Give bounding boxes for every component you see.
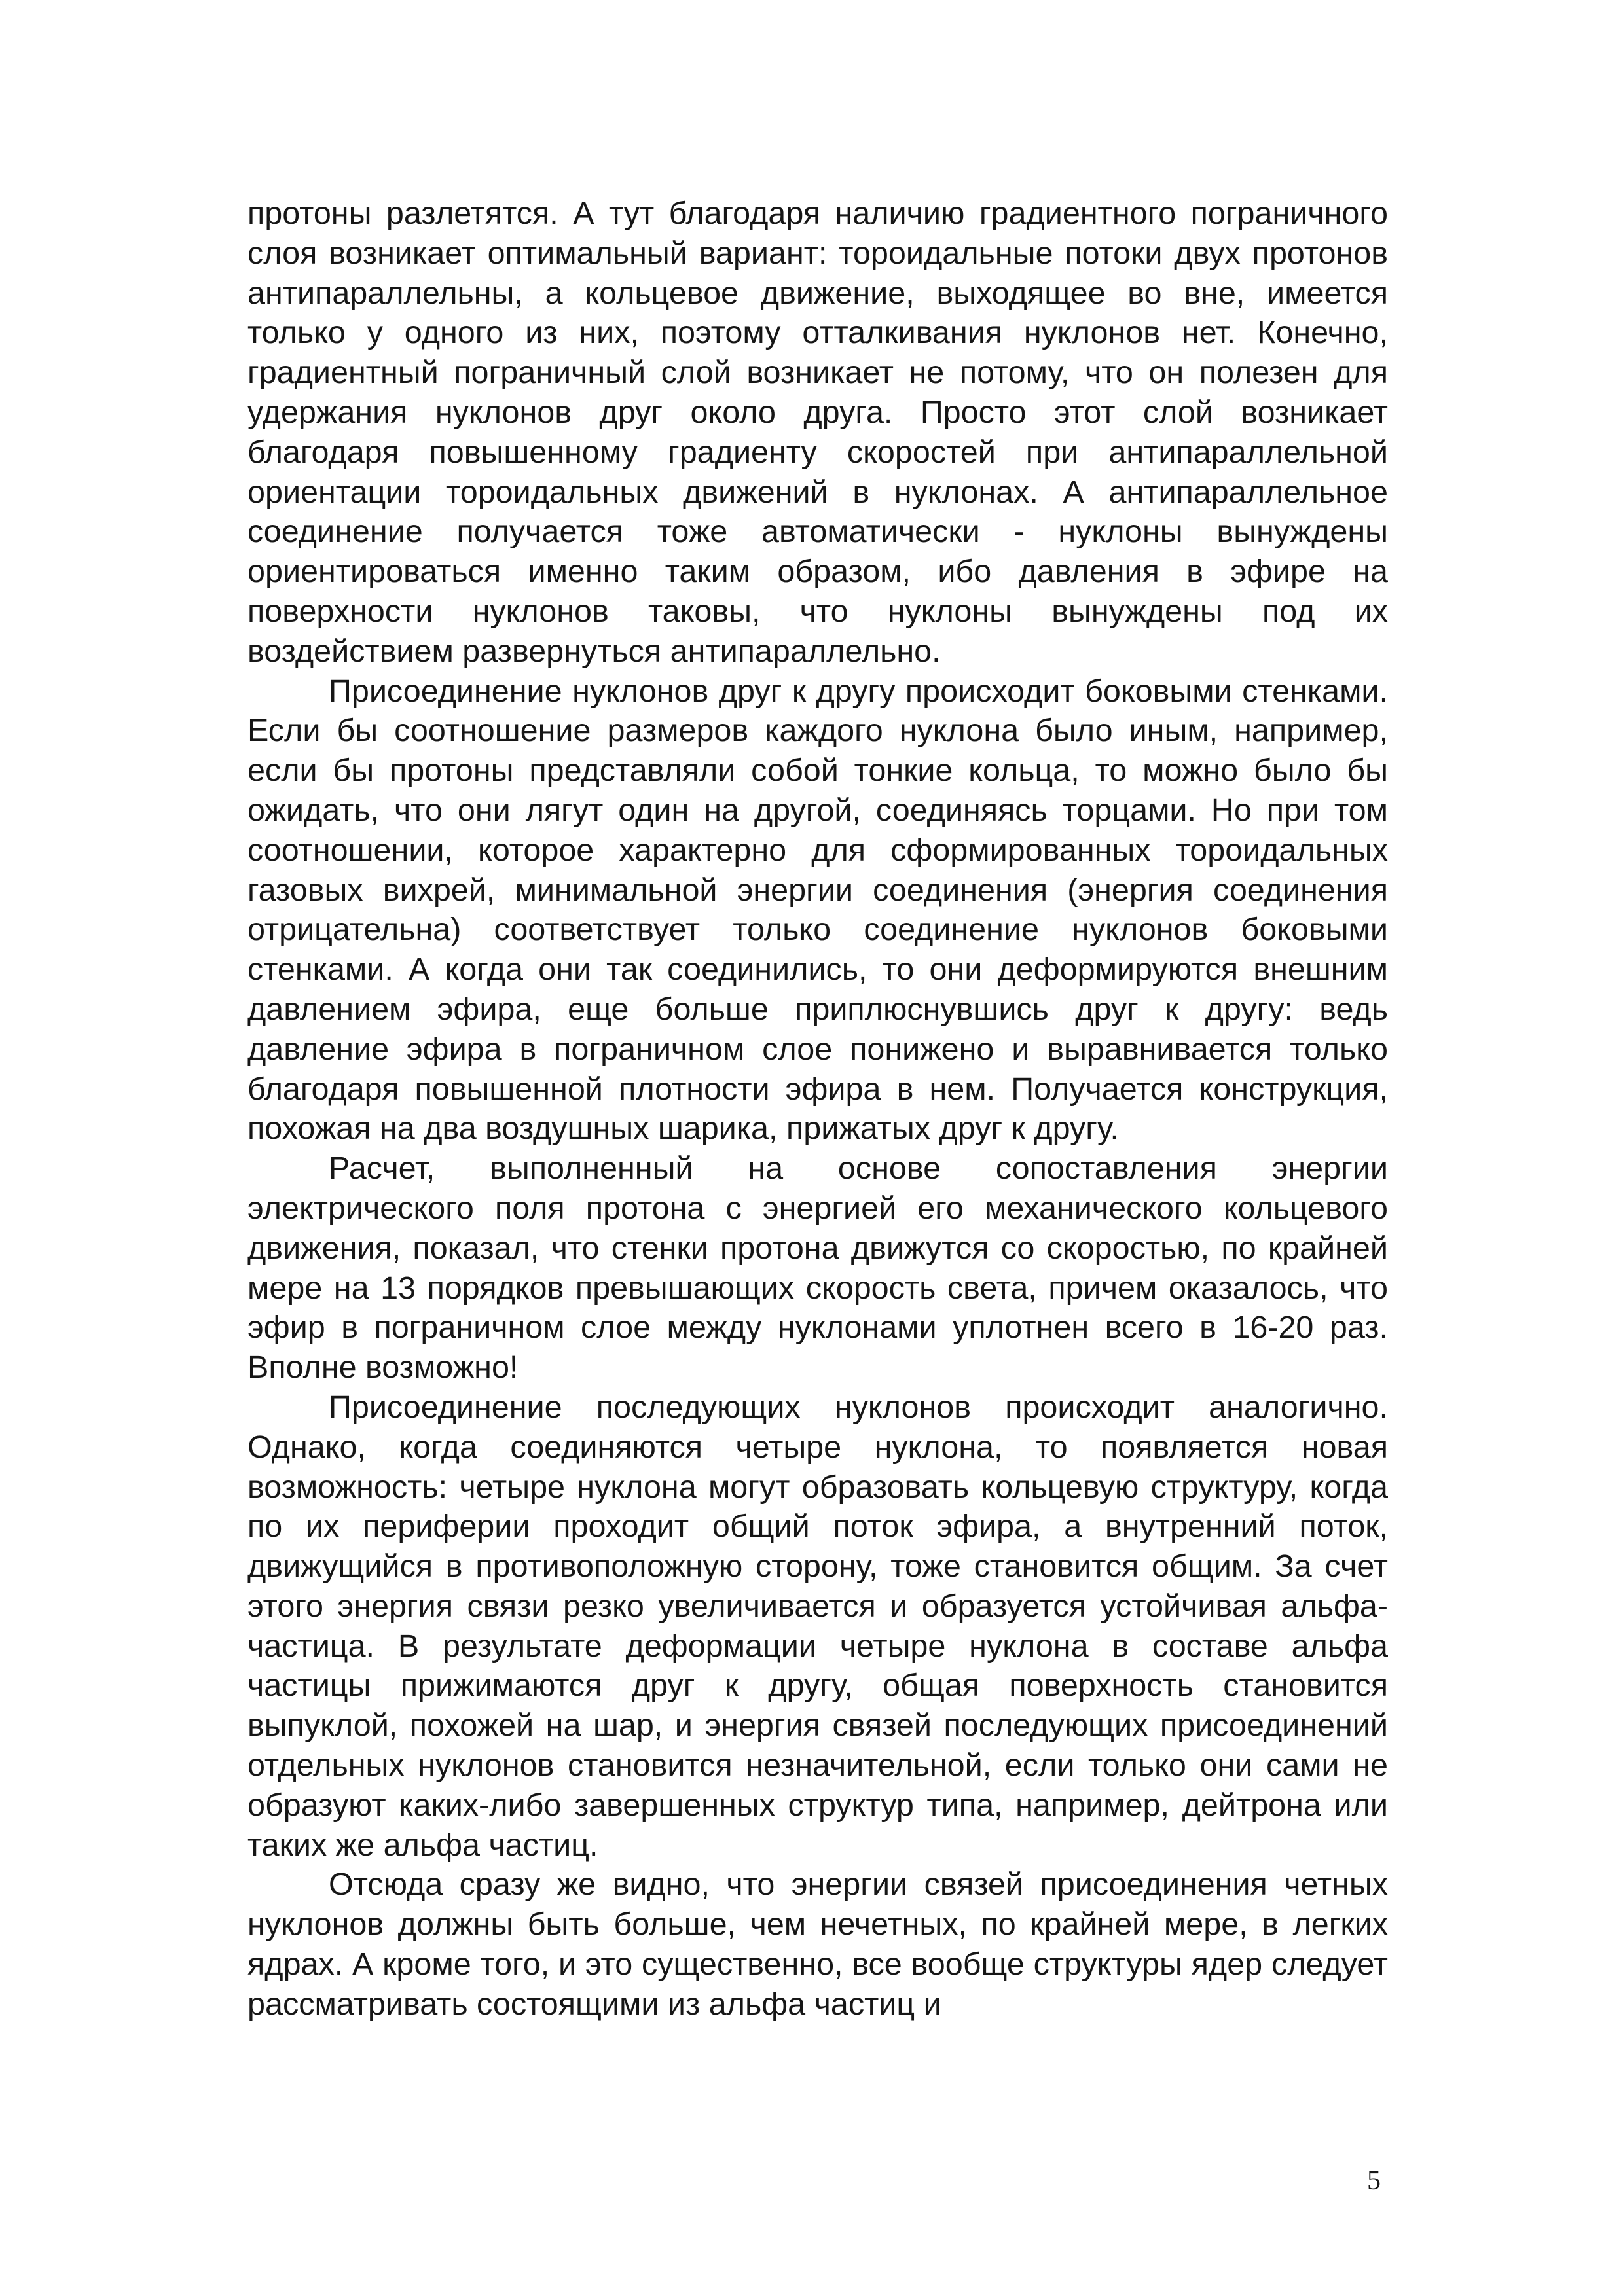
body-text <box>247 194 1388 2024</box>
paragraph-binding-energy: Отсюда сразу же видно, что энергии связей присоединения четных нуклонов должны быть больше, чем нечетных, по крайней мере, в легких ядрах. А кроме того, и это существенно, все вообще структуры ядер следует рассматривать состоящими из альфа частиц и <box>247 1867 1388 2022</box>
paragraph-continuation: протоны разлетятся. А тут благодаря наличию градиентного пограничного слоя возникает оптимальный вариант: тороидальные потоки двух протонов антипараллельны, а кольцевое движение, выходящее во вне, имеется только у одного из них, поэтому отталкивания нуклонов нет. Конечно, градиентный пограничный слой возникает не потому, что он полезен для удержания нуклонов друг около друга. Просто этот слой возникает благодаря повышенному градиенту скоростей при антипараллельной ориентации тороидальных движений в нуклонах. А антипараллельное соединение получается тоже автоматически - нуклоны вынуждены ориентироваться именно таким образом, ибо давления в эфире на поверхности нуклонов таковы, что нуклоны вынуждены под их воздействием развернуться антипараллельно. <box>247 196 1388 669</box>
paragraph-alpha-particle: Присоединение последующих нуклонов происходит аналогично. Однако, когда соединяются четыре нуклона, то появляется новая возможность: четыре нуклона могут образовать кольцевую структуру, когда по их периферии проходит общий поток эфира, а внутренний поток, движущийся в противоположную сторону, тоже становится общим. За счет этого энергия связи резко увеличивается и образуется устойчивая альфа-частица. В результате деформации четыре нуклона в составе альфа частицы прижимаются друг к другу, общая поверхность становится выпуклой, похожей на шар, и энергия связей последующих присоединений отдельных нуклонов становится незначительной, если только они сами не образуют каких-либо завершенных структур типа, например, дейтрона или таких же альфа частиц. <box>247 1389 1388 1863</box>
page-number: 5 <box>1367 2166 1381 2196</box>
paragraph-nucleon-attachment: Присоединение нуклонов друг к другу происходит боковыми стенками. Если бы соотношение размеров каждого нуклона было иным, например, если бы протоны представляли собой тонкие кольца, то можно было бы ожидать, что они лягут один на другой, соединяясь торцами. Но при том соотношении, которое характерно для сформированных тороидальных газовых вихрей, минимальной энергии соединения (энергия соединения отрицательна) соответствует только соединение нуклонов боковыми стенками. А когда они так соединились, то они деформируются внешним давлением эфира, еще больше приплюснувшись друг к другу: ведь давление эфира в пограничном слое понижено и выравнивается только благодаря повышенной плотности эфира в нем. Получается конструкция, похожая на два воздушных шарика, прижатых друг к другу. <box>247 673 1388 1147</box>
paragraph-calculation: Расчет, выполненный на основе сопоставления энергии электрического поля протона с энергией его механического кольцевого движения, показал, что стенки протона движутся со скоростью, по крайней мере на 13 порядков превышающих скорость света, причем оказалось, что эфир в пограничном слое между нуклонами уплотнен всего в 16-20 раз. Вполне возможно! <box>247 1151 1388 1386</box>
